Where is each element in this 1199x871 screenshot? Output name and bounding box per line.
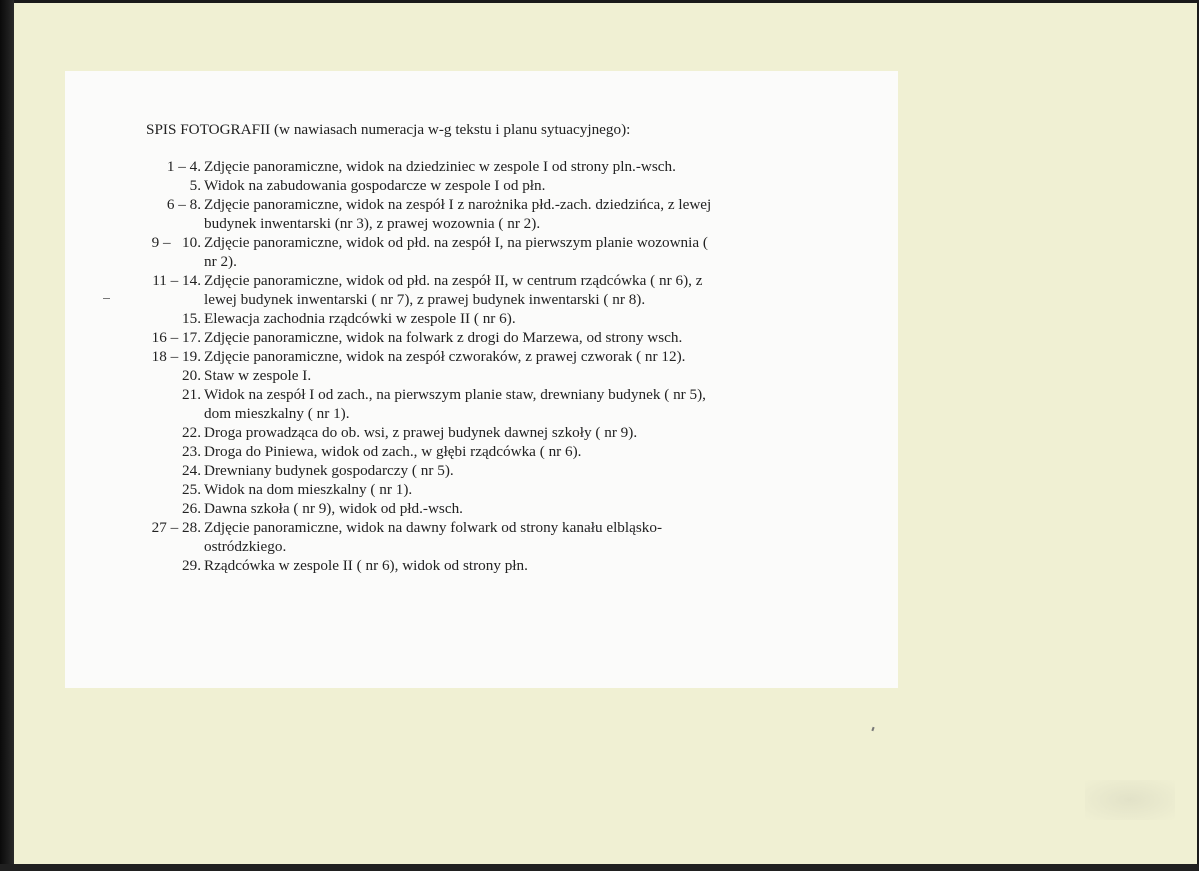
photo-number: 21.: [182, 386, 201, 403]
photo-description: Droga do Piniewa, widok od zach., w głębi rządcówka ( nr 6).: [204, 443, 582, 460]
photo-description: Zdjęcie panoramiczne, widok na zespół I z narożnika płd.-zach. dziedzińca, z lewej budynek inwentarski (nr 3), z prawej wozownia ( nr 2).: [204, 196, 712, 232]
photo-number: 16 – 17.: [151, 329, 201, 346]
list-item: [0, 518, 900, 556]
photo-number: 18 – 19.: [151, 348, 201, 365]
photo-description: Rządcówka w zespole II ( nr 6), widok od strony płn.: [204, 557, 528, 574]
photo-number: 23.: [182, 443, 201, 460]
photo-number: 6 – 8.: [166, 196, 201, 213]
photo-number: 1 – 4.: [166, 158, 201, 175]
photo-description: Elewacja zachodnia rządcówki w zespole II ( nr 6).: [204, 310, 516, 327]
list-item: [0, 347, 900, 366]
photo-number: 26.: [182, 500, 201, 517]
photo-number: 25.: [182, 481, 201, 498]
photo-number: 20.: [182, 367, 201, 384]
list-item: [0, 233, 900, 271]
scan-bottom-edge: [0, 864, 1199, 871]
photo-description: Zdjęcie panoramiczne, widok od płd. na zespół II, w centrum rządcówka ( nr 6), z lewej budynek inwentarski ( nr 7), z prawej budynek inwentarski ( nr 8).: [204, 272, 703, 308]
photo-number: 22.: [182, 424, 201, 441]
list-item: [0, 385, 900, 423]
photo-list: [0, 157, 900, 575]
photo-description: Widok na zespół I od zach., na pierwszym planie staw, drewniany budynek ( nr 5), dom mieszkalny ( nr 1).: [204, 386, 706, 422]
photo-number: 29.: [182, 557, 201, 574]
list-item: [0, 157, 900, 176]
list-item: [0, 499, 900, 518]
photo-number: 27 – 28.: [151, 519, 201, 536]
photo-description: Widok na zabudowania gospodarcze w zespole I od płn.: [204, 177, 546, 194]
paper-smudge: [1085, 780, 1175, 820]
photo-description: Droga prowadząca do ob. wsi, z prawej budynek dawnej szkoły ( nr 9).: [204, 424, 638, 441]
photo-number: 11 – 14.: [152, 272, 201, 289]
photo-description: Drewniany budynek gospodarczy ( nr 5).: [204, 462, 454, 479]
list-item: [0, 480, 900, 499]
photo-number: 5.: [189, 177, 201, 194]
list-item: [0, 328, 900, 347]
photo-description: Zdjęcie panoramiczne, widok na folwark z drogi do Marzewa, od strony wsch.: [204, 329, 683, 346]
photo-description: Zdjęcie panoramiczne, widok na dawny folwark od strony kanału elbląsko-ostródzkiego.: [204, 519, 663, 555]
list-item: [0, 195, 900, 233]
stray-pen-mark: [103, 298, 110, 299]
photo-description: Staw w zespole I.: [204, 367, 312, 384]
list-item: [0, 366, 900, 385]
photo-description: Zdjęcie panoramiczne, widok na dziedziniec w zespole I od strony pln.-wsch.: [204, 158, 676, 175]
photo-number: 24.: [182, 462, 201, 479]
list-item: [0, 271, 900, 309]
photo-list-heading: SPIS FOTOGRAFII (w nawiasach numeracja w-g tekstu i planu sytuacyjnego):: [146, 121, 631, 138]
photo-number: 9 – 10.: [151, 234, 201, 251]
photo-description: Zdjęcie panoramiczne, widok na zespół czworaków, z prawej czworak ( nr 12).: [204, 348, 686, 365]
list-item: [0, 556, 900, 575]
photo-description: Widok na dom mieszkalny ( nr 1).: [204, 481, 413, 498]
list-item: [0, 461, 900, 480]
list-item: [0, 442, 900, 461]
photo-number: 15.: [182, 310, 201, 327]
photo-description: Zdjęcie panoramiczne, widok od płd. na zespół I, na pierwszym planie wozownia ( nr 2).: [204, 234, 708, 270]
list-item: [0, 423, 900, 442]
photo-description: Dawna szkoła ( nr 9), widok od płd.-wsch.: [204, 500, 463, 517]
list-item: [0, 309, 900, 328]
list-item: [0, 176, 900, 195]
